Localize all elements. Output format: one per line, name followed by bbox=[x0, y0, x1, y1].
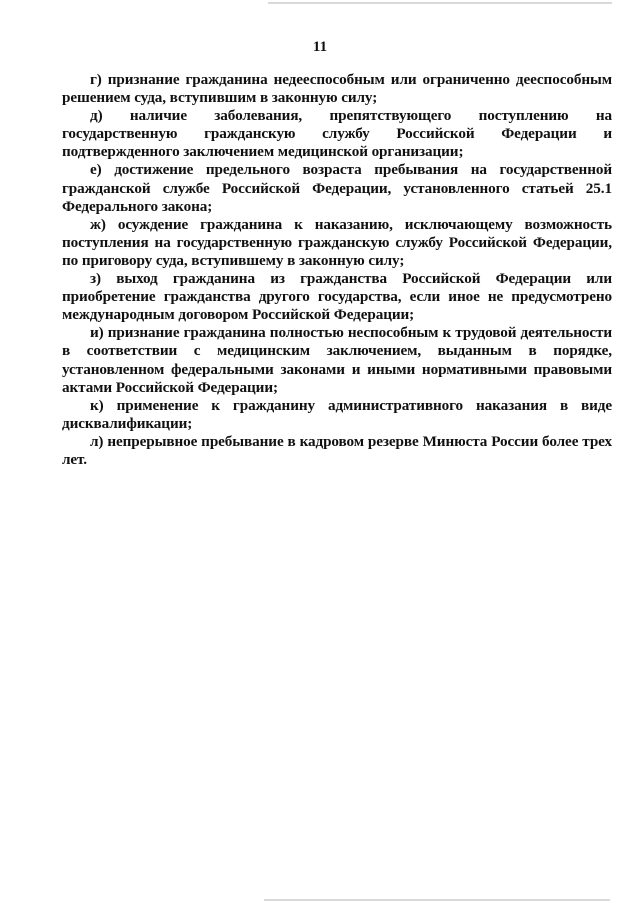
page-number: 11 bbox=[312, 39, 328, 55]
paragraph-l: л) непрерывное пребывание в кадровом резерве Минюста России более трех лет. bbox=[62, 432, 612, 468]
paragraph-i: и) признание гражданина полностью неспособным к трудовой деятельности в соответствии с медицинским заключением, выданным в порядке, установленном федеральными законами и иными нормативными правовыми актами Российской Федерации; bbox=[62, 324, 612, 396]
paragraph-z: з) выход гражданина из гражданства Российской Федерации или приобретение гражданства другого государства, если иное не предусмотрено международным договором Российской Федерации; bbox=[62, 270, 612, 324]
scan-edge-top bbox=[268, 2, 612, 4]
paragraph-d: д) наличие заболевания, препятствующего поступлению на государственную гражданскую службу Российской Федерации и подтвержденного заключением медицинской организации; bbox=[62, 107, 612, 161]
paragraph-g: г) признание гражданина недееспособным или ограниченно дееспособным решением суда, вступившим в законную силу; bbox=[62, 71, 612, 107]
paragraph-k: к) применение к гражданину административного наказания в виде дисквалификации; bbox=[62, 396, 612, 432]
paragraph-e: е) достижение предельного возраста пребывания на государственной гражданской службе Российской Федерации, установленного статьей 25.1 Федерального закона; bbox=[62, 161, 612, 215]
document-body bbox=[62, 71, 612, 469]
scan-edge-bottom bbox=[264, 899, 610, 901]
paragraph-zh: ж) осуждение гражданина к наказанию, исключающему возможность поступления на государственную гражданскую службу Российской Федерации, по приговору суда, вступившему в законную силу; bbox=[62, 215, 612, 269]
